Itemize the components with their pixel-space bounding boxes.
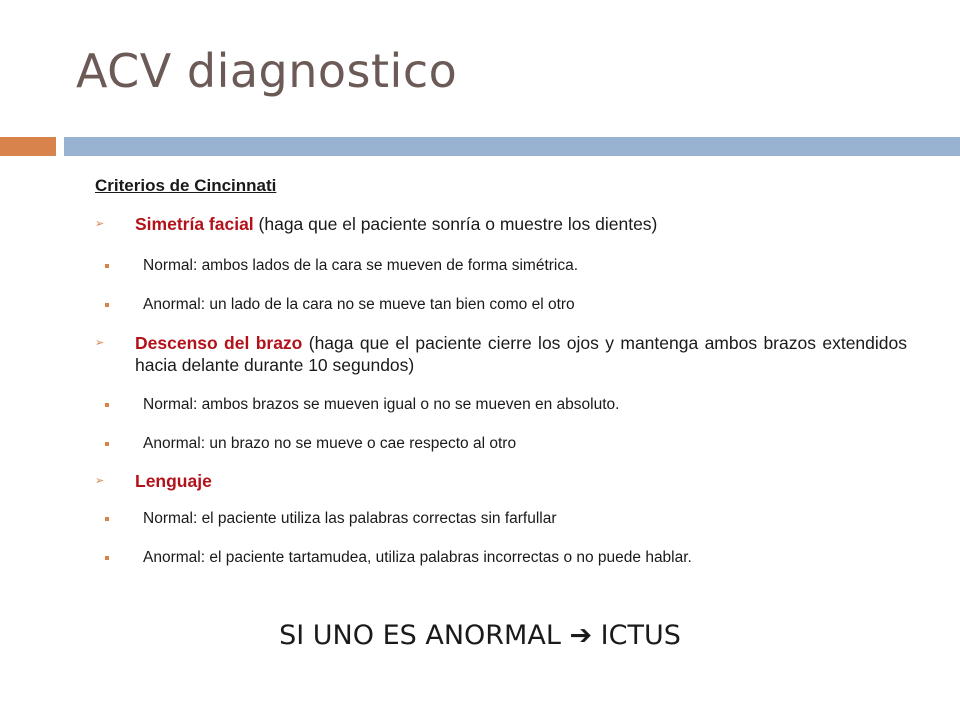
criteria-heading: Criterios de Cincinnati (95, 176, 277, 195)
conclusion (0, 620, 960, 651)
square-bullet-icon (105, 264, 109, 268)
slide-body (95, 176, 907, 568)
criterion-abnormal (55, 434, 907, 454)
square-bullet-icon (105, 556, 109, 560)
criterion-key: Descenso del brazo (135, 333, 303, 353)
arrowhead-bullet-icon: ➢ (95, 337, 105, 349)
accent-bar-orange (0, 137, 56, 156)
criterion-abnormal (55, 548, 907, 568)
criterion-item (95, 213, 907, 235)
criterion-key: Lenguaje (135, 471, 212, 491)
criterion-text: (haga que el paciente cierre los ojos y mantenga ambos brazos extendidos hacia delante durante 10 segundos) (135, 333, 907, 375)
criterion-key: Simetría facial (135, 214, 254, 234)
conclusion-left: SI UNO ES ANORMAL (279, 620, 570, 651)
criterion-abnormal-text: Anormal: un brazo no se mueve o cae respecto al otro (143, 435, 517, 452)
slide-title: ACV diagnostico (76, 44, 458, 98)
criterion-normal (55, 256, 907, 276)
conclusion-right: ICTUS (592, 620, 681, 651)
criterion-abnormal-text: Anormal: el paciente tartamudea, utiliza palabras incorrectas o no puede hablar. (143, 549, 692, 566)
criterion-normal-text: Normal: ambos lados de la cara se mueven de forma simétrica. (143, 257, 579, 274)
criterion-normal-text: Normal: el paciente utiliza las palabras correctas sin farfullar (143, 510, 557, 527)
criterion-abnormal (55, 295, 907, 315)
criterion-normal (55, 509, 907, 529)
arrowhead-bullet-icon: ➢ (95, 218, 105, 230)
criterion-item (95, 470, 907, 492)
square-bullet-icon (105, 517, 109, 521)
criterion-item (95, 332, 907, 376)
square-bullet-icon (105, 403, 109, 407)
square-bullet-icon (105, 442, 109, 446)
criterion-normal (55, 395, 907, 415)
criterion-text: (haga que el paciente sonría o muestre los dientes) (253, 214, 658, 234)
criterion-abnormal-text: Anormal: un lado de la cara no se mueve tan bien como el otro (143, 296, 575, 313)
criterion-normal-text: Normal: ambos brazos se mueven igual o no se mueven en absoluto. (143, 396, 620, 413)
arrow-right-icon: ➔ (569, 620, 593, 651)
square-bullet-icon (105, 303, 109, 307)
arrowhead-bullet-icon: ➢ (95, 475, 105, 487)
accent-bar-blue (64, 137, 960, 156)
